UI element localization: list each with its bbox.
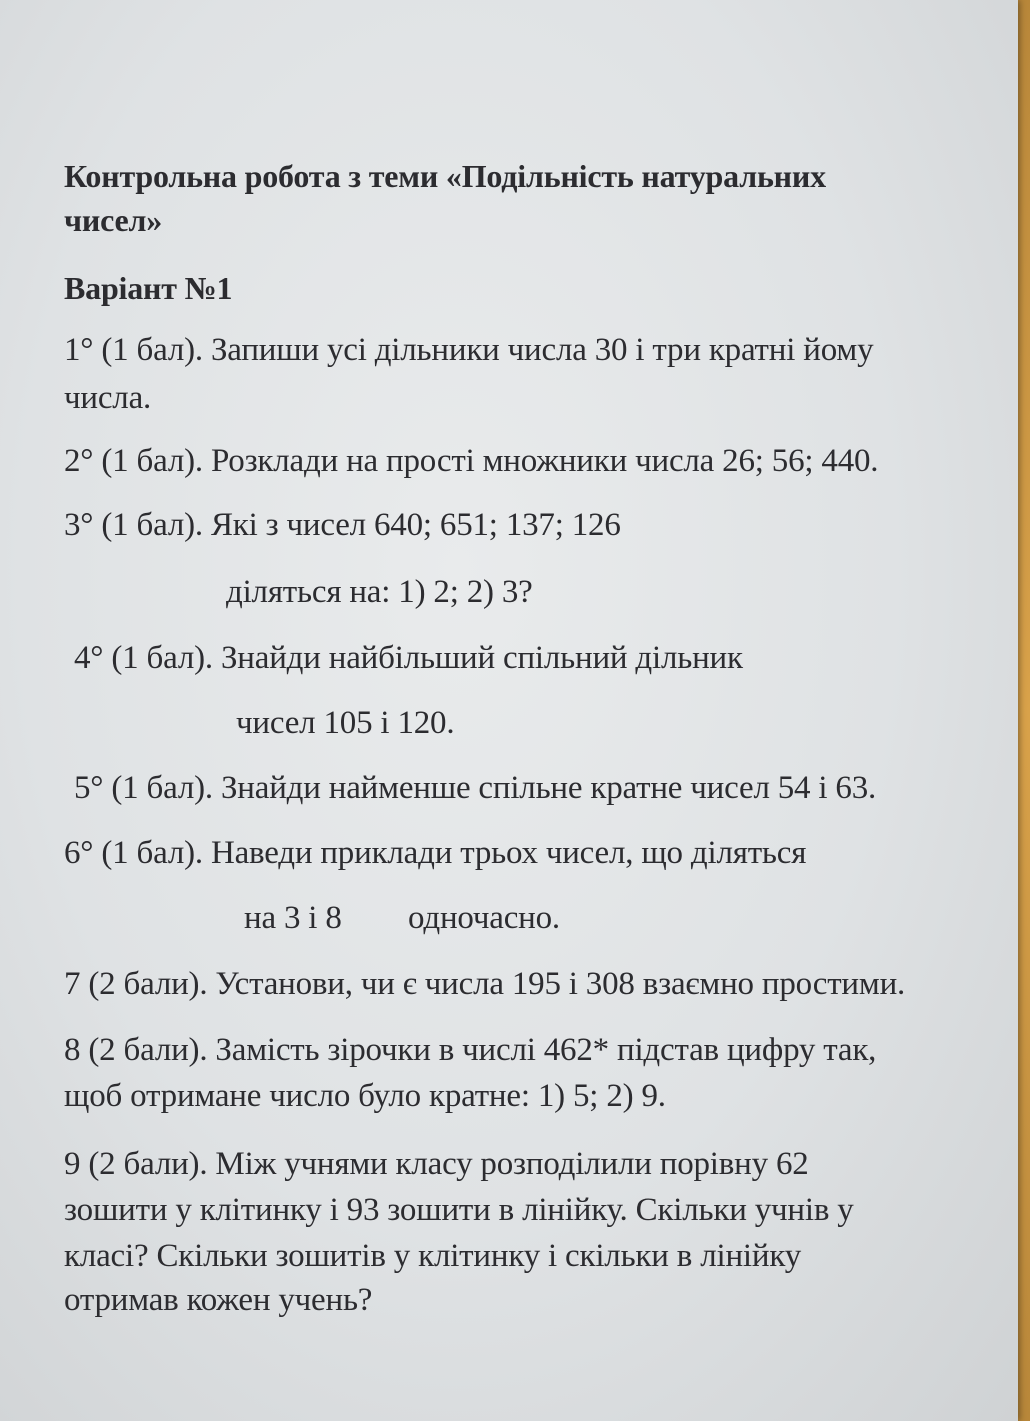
document-title-line-1: Контрольна робота з теми «Подільність натуральних — [64, 158, 826, 194]
task-3-line-2: діляться на: 1) 2; 2) 3? — [226, 574, 533, 610]
task-2-line-1: 2° (1 бал). Розклади на прості множники числа 26; 56; 440. — [64, 443, 879, 479]
task-4-line-1: 4° (1 бал). Знайди найбільший спільний дільник — [74, 640, 743, 676]
document-title-line-2: чисел» — [64, 202, 163, 238]
task-5-line-1: 5° (1 бал). Знайди найменше спільне кратне чисел 54 і 63. — [74, 770, 877, 806]
task-4-line-2: чисел 105 і 120. — [236, 705, 455, 741]
desk-edge — [1016, 0, 1030, 1421]
task-6-line-2a: на 3 і 8 — [244, 900, 342, 936]
variant-heading: Варіант №1 — [64, 270, 233, 306]
task-9-line-2: зошити у клітинку і 93 зошити в лінійку. Скільки учнів у — [64, 1192, 854, 1228]
task-8-line-2: щоб отримане число було кратне: 1) 5; 2) 9. — [64, 1078, 666, 1114]
task-1-line-1: 1° (1 бал). Запиши усі дільники числа 30 і три кратні йому — [64, 332, 874, 368]
task-3-line-1: 3° (1 бал). Які з чисел 640; 651; 137; 126 — [64, 507, 621, 543]
task-1-line-2: числа. — [64, 380, 152, 416]
task-7-line-1: 7 (2 бали). Установи, чи є числа 195 і 308 взаємно простими. — [64, 966, 906, 1002]
task-8-line-1: 8 (2 бали). Замість зірочки в числі 462* підстав цифру так, — [64, 1032, 877, 1068]
task-9-line-1: 9 (2 бали). Між учнями класу розподілили порівну 62 — [64, 1146, 809, 1182]
task-9-line-4: отримав кожен учень? — [64, 1282, 373, 1318]
task-6-line-2b: одночасно. — [408, 900, 560, 936]
task-9-line-3: класі? Скільки зошитів у клітинку і скільки в лінійку — [64, 1238, 801, 1274]
task-6-line-1: 6° (1 бал). Наведи приклади трьох чисел, що діляться — [64, 835, 807, 871]
